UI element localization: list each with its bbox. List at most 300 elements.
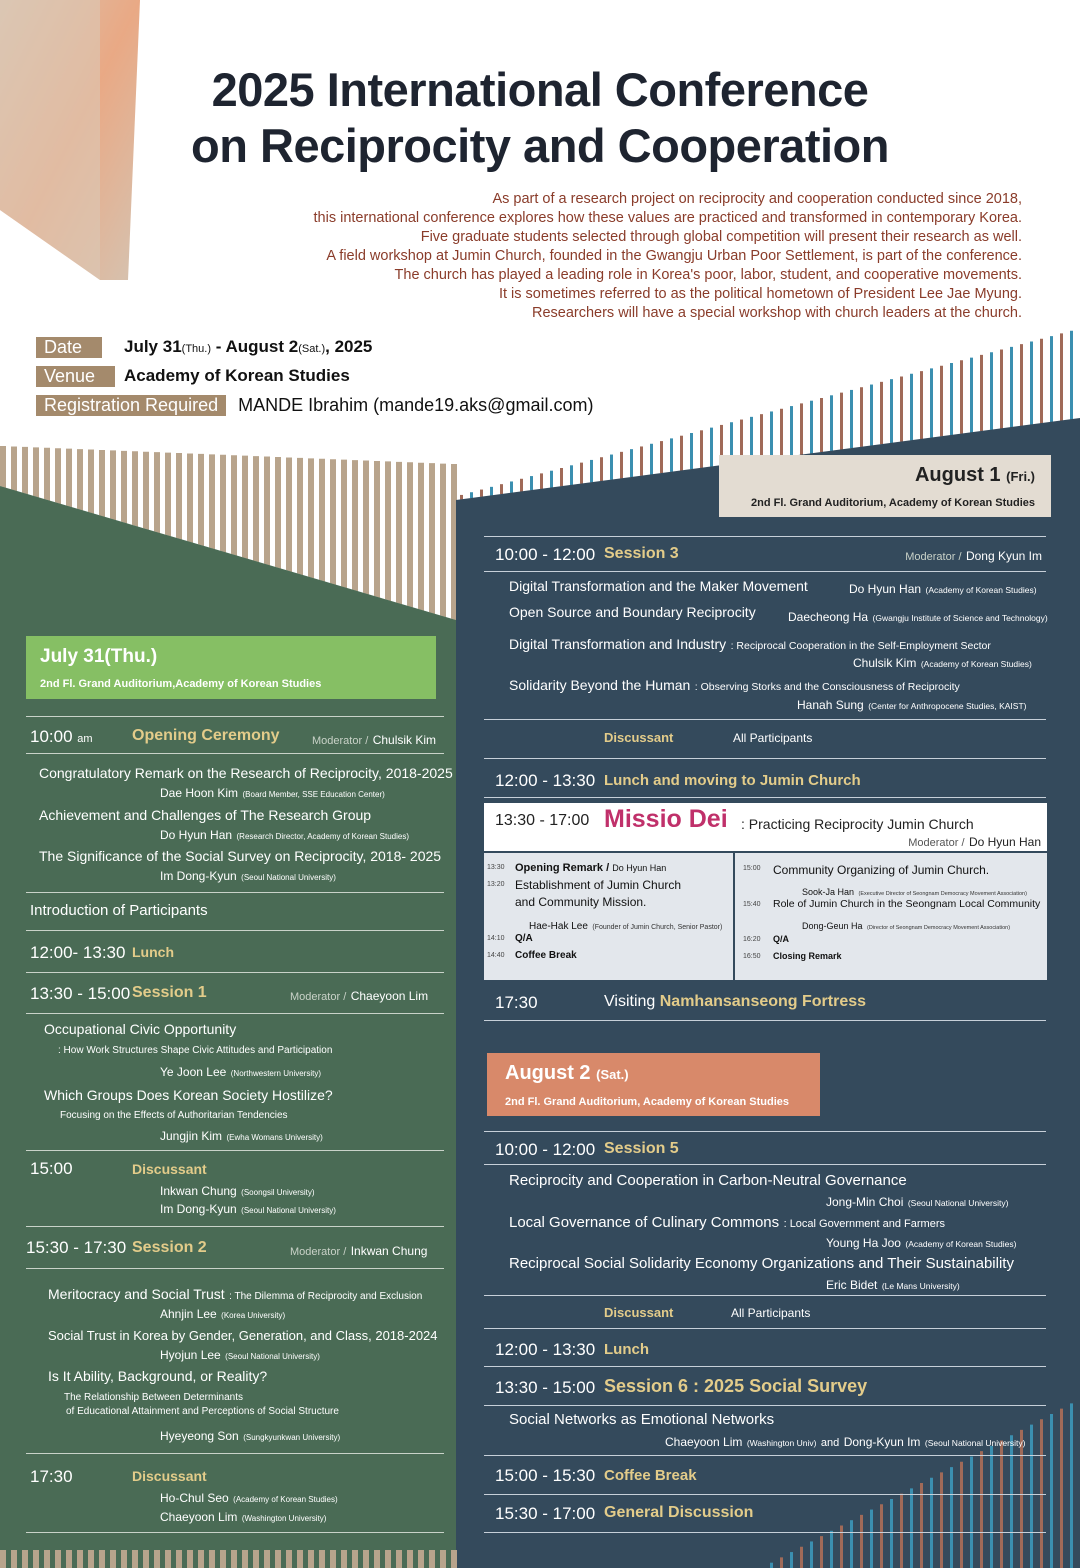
registration-label: Registration Required (36, 395, 226, 416)
talk-speaker (788, 608, 1048, 626)
talk-subtitle: of Educational Attainment and Perceptions of Social Structure (66, 1406, 339, 1417)
day2-place: 2nd Fl. Grand Auditorium, Academy of Korean Studies (751, 497, 1035, 509)
session3-title: Session 3 (604, 545, 679, 562)
speaker-name: Do Hyun Han (849, 582, 922, 596)
moderator-label: Moderator / (290, 1246, 347, 1258)
talk-title: Which Groups Does Korean Society Hostilize? (44, 1087, 333, 1103)
talk-title: Social Networks as Emotional Networks (509, 1411, 775, 1428)
item-speaker (802, 916, 1010, 934)
speaker-affiliation: (Korea University) (221, 1311, 286, 1320)
stripe (580, 463, 583, 484)
stripe (110, 1550, 116, 1568)
divider (484, 797, 1046, 798)
missio-moderator (908, 833, 1041, 851)
moderator-name: Chaeyoon Lim (350, 989, 429, 1003)
moderator-name: Do Hyun Han (968, 835, 1041, 849)
speaker-name: Chaeyoon Lim (665, 1435, 743, 1449)
talk-title: Open Source and Boundary Reciprocity (509, 604, 756, 620)
stripe (187, 453, 193, 542)
stripe (0, 446, 6, 488)
divider (484, 1494, 1046, 1495)
stripe (0, 1550, 6, 1568)
stripe (880, 382, 883, 444)
intro-line: this international conference explores how these values are practiced and transformed in contemporary Korea. (313, 210, 1022, 226)
intro-line: Five graduate students selected through global competition will present their research as well. (420, 229, 1022, 245)
stripe (429, 1550, 435, 1568)
stripe (490, 487, 493, 496)
session1-time: 13:30 - 15:00 (30, 984, 131, 1003)
stripe (363, 461, 369, 595)
divider (484, 1532, 1046, 1533)
stripe (220, 1550, 226, 1568)
divider (484, 719, 1046, 720)
divider (484, 1164, 1046, 1165)
stripe (209, 1550, 215, 1568)
day1-title: July 31(Thu.) (40, 646, 158, 667)
speaker-name: Hae-Hak Lee (529, 921, 588, 932)
discussant-label: Discussant (604, 1305, 674, 1320)
day1-place: 2nd Fl. Grand Auditorium,Academy of Korean Studies (40, 678, 322, 690)
visit-place: Namhansanseong Fortress (659, 993, 867, 1010)
stripe (253, 456, 259, 562)
stripe (374, 461, 380, 598)
lunch-label: Lunch (132, 944, 174, 960)
talk-speaker (853, 654, 1032, 672)
missio-left-panel (484, 853, 733, 980)
speaker-name: Dong-Geun Ha (802, 921, 863, 931)
moderator-label: Moderator / (908, 837, 965, 849)
day2-header (719, 455, 1051, 517)
divider (26, 930, 444, 931)
intro-line: A field workshop at Jumin Church, founded in the Gwangju Urban Poor Settlement, is part of the conference. (326, 248, 1022, 264)
stripe (44, 448, 50, 501)
stripe (830, 395, 833, 451)
stripe (363, 1550, 369, 1568)
stripe (66, 1550, 72, 1568)
stripe (154, 1550, 160, 1568)
stripe (440, 1550, 446, 1568)
stripe (352, 1550, 358, 1568)
and-text: and (820, 1437, 840, 1449)
stripe (429, 463, 435, 614)
stripe (297, 458, 303, 575)
moderator-name: Inkwan Chung (350, 1244, 428, 1258)
stripe (187, 1550, 193, 1568)
stripe (1060, 1409, 1063, 1568)
schedule-time: 16:50 (743, 953, 761, 960)
missio-subtitle: : Practicing Reciprocity Jumin Church (741, 816, 974, 832)
stripe (242, 456, 248, 559)
stripe (980, 1451, 983, 1568)
talk-speaker (797, 696, 1026, 714)
date-sep: - (211, 337, 226, 356)
speaker-name: Dong-Kyun Im (843, 1435, 921, 1449)
talk-speaker (160, 1427, 340, 1445)
speaker-affiliation: (Center for Anthropocene Studies, KAIST) (868, 701, 1027, 711)
registration-row (36, 394, 593, 416)
speaker-name: Do Hyun Han (160, 828, 233, 842)
divider (26, 972, 444, 973)
schedule-item: Closing Remark (773, 951, 842, 961)
divider (484, 571, 1046, 572)
moderator-name: Chulsik Kim (372, 733, 437, 747)
day2-title (915, 464, 1035, 487)
stripe (690, 433, 693, 469)
intro-line: The church has played a leading role in Korea's poor, labor, student, and cooperative movements. (394, 267, 1022, 283)
talk-main: Local Governance of Culinary Commons (509, 1214, 780, 1231)
talk-speaker (160, 867, 336, 885)
stripe (22, 1550, 28, 1568)
session1-moderator (290, 987, 428, 1005)
stripe (242, 1550, 248, 1568)
stripe (820, 1536, 823, 1568)
stripe (231, 455, 237, 556)
stripe (570, 465, 573, 485)
stripe (770, 411, 773, 458)
stripe (1030, 1425, 1033, 1568)
divider (26, 1013, 444, 1014)
talk-main: Meritocracy and Social Trust (48, 1286, 225, 1302)
talk-title: Reciprocal Social Solidarity Economy Organizations and Their Sustainability (509, 1255, 1014, 1272)
stripe (990, 352, 993, 430)
speaker-name: Sook-Ja Han (802, 887, 855, 897)
schedule-item: Q/A (515, 933, 533, 944)
divider (26, 1453, 444, 1454)
stripe (900, 1494, 903, 1568)
day2-title-day: (Fri.) (1006, 469, 1035, 484)
time-text: 10:00 (30, 727, 73, 746)
stripe (253, 1550, 259, 1568)
item-speaker (529, 916, 722, 934)
stripe (960, 360, 963, 433)
stripe (790, 406, 793, 456)
stripe (930, 368, 933, 437)
date-end-day: (Sat.) (298, 343, 326, 355)
stripe (374, 1550, 380, 1568)
stripe (451, 1550, 457, 1568)
divider (26, 1150, 444, 1151)
stripe (319, 1550, 325, 1568)
stripe (920, 1483, 923, 1568)
day3-title (505, 1062, 629, 1085)
stripe (88, 450, 94, 514)
stripe (121, 451, 127, 524)
stripe (165, 453, 171, 537)
general-discussion-time: 15:30 - 17:00 (495, 1504, 596, 1523)
schedule-time: 13:30 (487, 864, 505, 871)
stripe (620, 452, 623, 479)
schedule-item: Role of Jumin Church in the Seongnam Local Community (773, 898, 1041, 910)
stripe (790, 1552, 793, 1568)
speaker-affiliation: (Gwangju Institute of Science and Technology) (872, 613, 1048, 623)
date-value (124, 337, 372, 357)
schedule-time: 15:00 (743, 865, 761, 872)
stripe (670, 438, 673, 471)
stripe (800, 403, 803, 454)
stripe (396, 462, 402, 605)
speaker-affiliation: (Washington University) (241, 1514, 327, 1523)
divider (26, 892, 444, 893)
session6-title: Session 6 : 2025 Social Survey (604, 1376, 868, 1396)
stripe (810, 1541, 813, 1568)
stripe (143, 1550, 149, 1568)
divider (484, 1455, 1046, 1456)
talk-title: Reciprocity and Cooperation in Carbon-Neutral Governance (509, 1172, 907, 1189)
stripe (630, 449, 633, 477)
stripe (198, 454, 204, 546)
stripe (900, 376, 903, 441)
divider (26, 716, 444, 717)
session3-time: 10:00 - 12:00 (495, 545, 596, 564)
stripe (44, 1550, 50, 1568)
divider (26, 1268, 444, 1269)
stripe (480, 490, 483, 497)
stripe (910, 1488, 913, 1568)
stripe (286, 457, 292, 572)
stripe (418, 1550, 424, 1568)
date-start: July 31 (124, 337, 182, 356)
session2-title: Session 2 (132, 1239, 207, 1256)
speaker-affiliation: (Seoul National University) (241, 1206, 336, 1215)
stripe (870, 385, 873, 446)
stripe (860, 1515, 863, 1568)
stripe (352, 460, 358, 591)
talk-title: Occupational Civic Opportunity (44, 1021, 237, 1037)
schedule-time: 15:40 (743, 901, 761, 908)
stripe (610, 455, 613, 480)
schedule-item (515, 862, 666, 874)
visit-time: 17:30 (495, 993, 538, 1012)
stripe (780, 409, 783, 458)
speaker-affiliation: (Executive Director of Seongnam Democracy Movement Association) (858, 891, 1027, 897)
stripe (870, 1510, 873, 1568)
stripe (154, 452, 160, 533)
talk-speaker (160, 1063, 321, 1081)
date-start-day: (Thu.) (181, 343, 211, 355)
stripe (99, 1550, 105, 1568)
talk-subtitle: : How Work Structures Shape Civic Attitudes and Participation (58, 1045, 333, 1056)
speaker-name: Hanah Sung (797, 698, 864, 712)
speaker-affiliation: (Northwestern University) (230, 1069, 321, 1078)
stripe (297, 1550, 303, 1568)
stripe (11, 1550, 17, 1568)
speaker-affiliation: (Board Member, SSE Education Center) (242, 790, 385, 799)
stripe (530, 476, 533, 490)
talk-speaker (160, 826, 409, 844)
opening-time (30, 727, 93, 747)
stripe (820, 398, 823, 452)
divider (484, 1131, 1046, 1132)
talk-speaker (160, 1346, 320, 1364)
moderator-label: Moderator / (290, 991, 347, 1003)
divider (484, 1405, 1046, 1406)
stripe (660, 441, 663, 473)
divider (484, 1295, 1046, 1296)
stripe (385, 1550, 391, 1568)
stripe (650, 444, 653, 475)
intro-line: As part of a research project on reciprocity and cooperation conducted since 2018, (492, 191, 1022, 207)
discussant-name (160, 1200, 336, 1218)
stripe (231, 1550, 237, 1568)
discussant1-label: Discussant (132, 1161, 207, 1177)
venue-value: Academy of Korean Studies (124, 366, 350, 385)
stripe (22, 447, 28, 495)
session5-time: 10:00 - 12:00 (495, 1140, 596, 1159)
stripe (770, 1563, 773, 1568)
speaker-name: Daecheong Ha (788, 610, 869, 624)
stripe (460, 495, 463, 500)
stripe (330, 459, 336, 585)
introduction-item: Introduction of Participants (30, 902, 208, 919)
speaker-affiliation: (Soongsil University) (241, 1188, 315, 1197)
session6-time: 13:30 - 15:00 (495, 1378, 596, 1397)
speaker-affiliation: (Washington Univ) (746, 1438, 817, 1448)
stripe (510, 481, 513, 492)
talk-title: Congratulatory Remark on the Research of Reciprocity, 2018-2025 (39, 765, 453, 781)
stripe (940, 366, 943, 437)
stripe (760, 414, 763, 460)
talk-title (509, 636, 991, 654)
divider (26, 753, 444, 754)
time-ampm: am (77, 733, 93, 745)
stripe (890, 379, 893, 443)
intro-line: Researchers will have a special workshop with church leaders at the church. (531, 305, 1022, 321)
talk-title (48, 1286, 422, 1304)
date-label: Date (36, 337, 102, 358)
schedule-item: Community Organizing of Jumin Church. (773, 863, 990, 877)
stripe (1000, 1441, 1003, 1568)
stripe (810, 401, 813, 454)
schedule-item: Establishment of Jumin Church (515, 878, 682, 892)
stripe (330, 1550, 336, 1568)
lunch-label: Lunch (604, 1341, 649, 1358)
missio-time: 13:30 - 17:00 (495, 812, 590, 829)
stripe (11, 446, 17, 491)
stripe (88, 1550, 94, 1568)
stripe (500, 484, 503, 494)
talk-title (509, 677, 960, 695)
divider (484, 1328, 1046, 1329)
opening-title: Opening Ceremony (132, 727, 280, 744)
stripe (910, 374, 913, 441)
stripe (220, 455, 226, 553)
talk-title: Social Trust in Korea by Gender, Generation, and Class, 2018-2024 (48, 1328, 438, 1343)
speaker-affiliation: (Ewha Womans University) (226, 1133, 323, 1142)
general-discussion-label: General Discussion (604, 1504, 754, 1521)
talk-main: Solidarity Beyond the Human (509, 677, 691, 693)
day3-place: 2nd Fl. Grand Auditorium, Academy of Korean Studies (505, 1096, 789, 1108)
stripe (440, 464, 446, 618)
title-line-1: 2025 International Conference (211, 63, 869, 116)
divider (484, 1020, 1046, 1021)
schedule-time: 13:20 (487, 881, 505, 888)
visit-prefix: Visiting (604, 993, 656, 1010)
divider (484, 536, 1046, 537)
stripe (950, 363, 953, 435)
discussant-name (160, 1489, 338, 1507)
registration-contact[interactable]: MANDE Ibrahim (mande19.aks@gmail.com) (238, 394, 594, 415)
talk-speaker (849, 580, 1037, 598)
stripe (590, 460, 593, 482)
talk-speaker (160, 784, 385, 802)
talk-subtitle: The Relationship Between Determinants (64, 1392, 243, 1403)
visit-item (604, 993, 866, 1011)
speaker-name: Hyeyeong Son (160, 1429, 239, 1443)
stripe (275, 1550, 281, 1568)
talk-speaker (826, 1193, 1008, 1211)
speaker-affiliation: (Research Director, Academy of Korean Studies) (236, 832, 410, 841)
session2-time: 15:30 - 17:30 (26, 1238, 127, 1257)
session2-moderator (290, 1242, 427, 1260)
stripe (1050, 1414, 1053, 1568)
discussant-name (160, 1182, 315, 1200)
speaker-name: Inkwan Chung (160, 1184, 237, 1198)
stripe (940, 1472, 943, 1568)
stripe (198, 1550, 204, 1568)
stripe (132, 1550, 138, 1568)
venue-label: Venue (36, 366, 115, 387)
schedule-item: Q/A (773, 934, 790, 944)
stripe (860, 387, 863, 447)
stripe (341, 1550, 347, 1568)
speaker-affiliation: (Academy of Korean Studies) (920, 659, 1032, 669)
stripe (970, 358, 973, 433)
stripe (520, 479, 523, 492)
stripe (800, 1547, 803, 1568)
stripe (143, 452, 149, 530)
moderator-label: Moderator / (312, 735, 369, 747)
stripe (275, 457, 281, 569)
day3-title-date: August 2 (505, 1062, 591, 1084)
stripe (680, 436, 683, 471)
stripe (780, 1557, 783, 1568)
stripe (700, 430, 703, 468)
stripe (600, 457, 603, 481)
talk-main: Digital Transformation and Industry (509, 636, 727, 652)
stripe (33, 447, 39, 497)
speaker-name: Jungjin Kim (160, 1129, 223, 1143)
divider (26, 1532, 444, 1533)
stripe (980, 355, 983, 431)
stripe (341, 460, 347, 589)
schedule-time: 14:10 (487, 935, 505, 942)
discussant2-time: 17:30 (30, 1467, 73, 1486)
stripe (407, 462, 413, 607)
speaker-affiliation: (Seoul National University) (924, 1438, 1026, 1448)
talk-speaker (826, 1276, 960, 1294)
venue-row (36, 365, 350, 387)
lunch-label: Lunch and moving to Jumin Church (604, 772, 861, 789)
missio-title: Missio Dei (604, 805, 728, 833)
speaker-name: Hyojun Lee (160, 1348, 221, 1362)
intro-line: It is sometimes referred to as the political hometown of President Lee Jae Myung. (498, 286, 1022, 302)
stripe (960, 1462, 963, 1568)
stripe (110, 450, 116, 520)
speaker-name: Ho-Chul Seo (160, 1491, 229, 1505)
talk-subtitle: : Observing Storks and the Consciousness of Reciprocity (694, 681, 960, 693)
stripe (132, 451, 138, 527)
stripe (920, 371, 923, 439)
talk-title: Is It Ability, Background, or Reality? (48, 1368, 268, 1384)
day2-title-date: August 1 (914, 464, 1001, 486)
stripe (970, 1456, 973, 1568)
talk-title: The Significance of the Social Survey on Reciprocity, 2018- 2025 (39, 848, 442, 864)
stripe (308, 458, 314, 578)
discussant1-time: 15:00 (30, 1159, 73, 1178)
session3-moderator (905, 547, 1042, 565)
stripe (396, 1550, 402, 1568)
date-row (36, 336, 372, 358)
